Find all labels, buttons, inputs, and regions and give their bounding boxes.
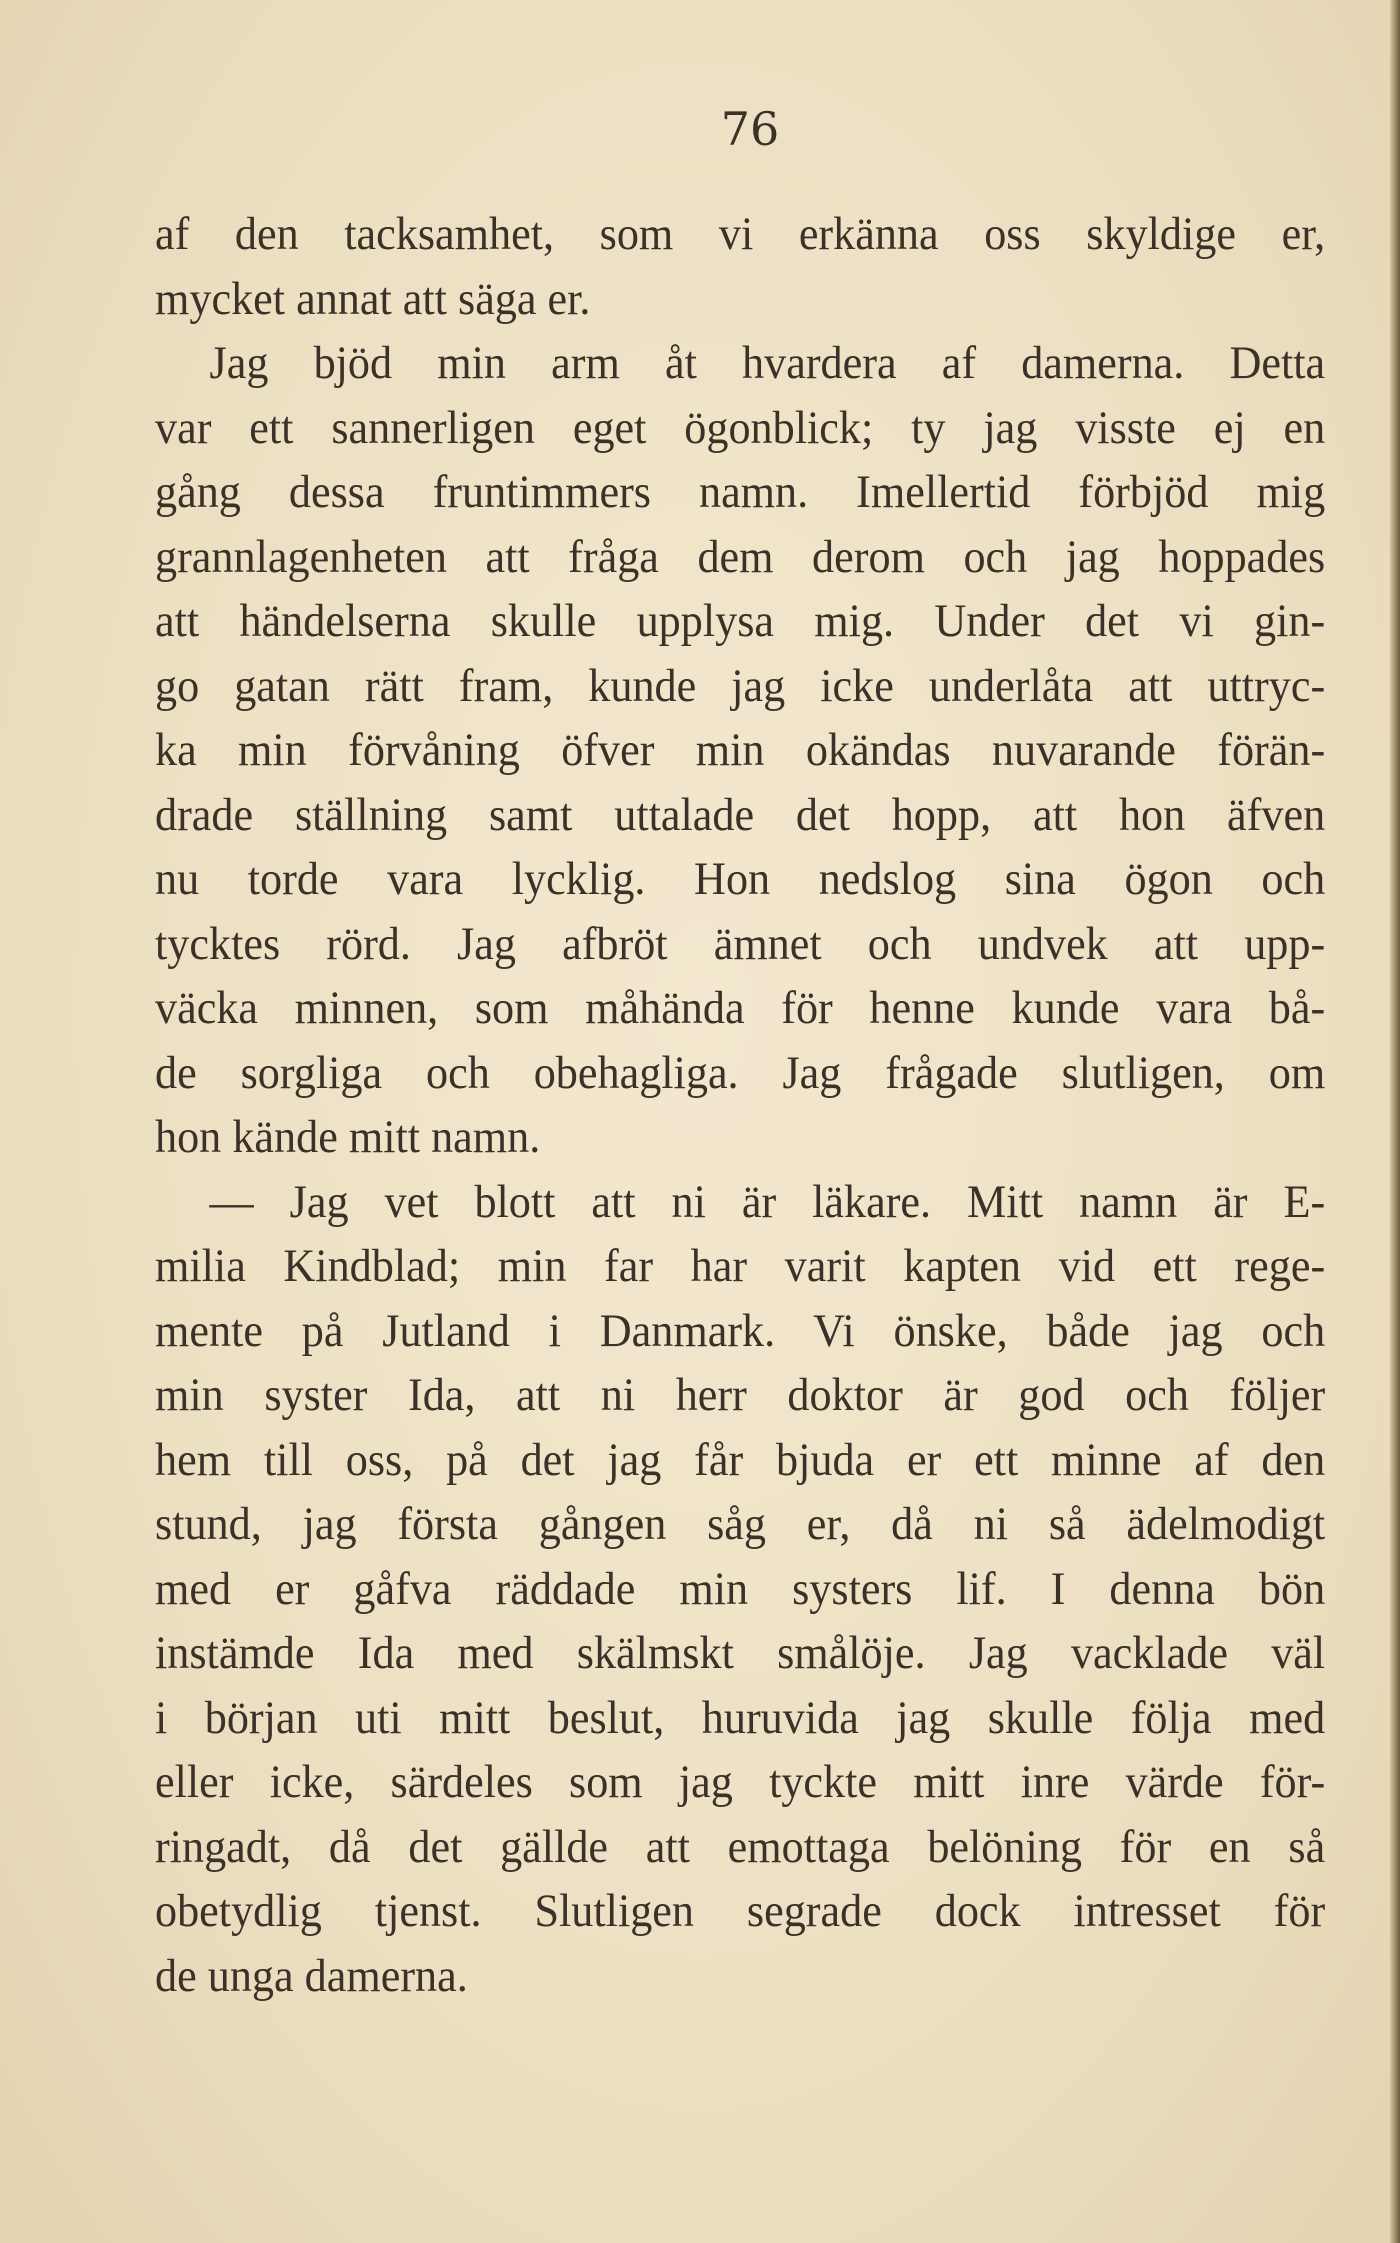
text-line: nu torde vara lycklig. Hon nedslog sina ögon och [155,853,1326,905]
text-line: att händelserna skulle upplysa mig. Under det vi gin- [155,595,1326,647]
text-line: mente på Jutland i Danmark. Vi önske, både jag och [155,1304,1326,1357]
text-line: milia Kindblad; min far har varit kapten vid ett rege- [155,1240,1326,1292]
text-line: väcka minnen, som måhända för henne kunde vara bå- [155,982,1326,1034]
text-line: ka min förvåning öfver min okändas nuvarande förän- [155,724,1326,776]
page-number: 76 [720,102,780,156]
paragraph-start-line: Jag bjöd min arm åt hvardera af damerna. Detta [209,337,1326,389]
text-line: de unga damerna. [155,1949,468,2002]
dialogue-start-line: — Jag vet blott att ni är läkare. Mitt namn är E- [209,1175,1326,1228]
text-line: instämde Ida med skälmskt smålöje. Jag vacklade väl [155,1627,1326,1679]
text-line: i början uti mitt beslut, huruvida jag skulle följa med [155,1691,1326,1744]
text-line: gång dessa fruntimmers namn. Imellertid förbjöd mig [155,466,1326,518]
text-line: go gatan rätt fram, kunde jag icke underlåta att uttryc- [155,659,1326,712]
text-line: obetydlig tjenst. Slutligen segrade dock intresset för [155,1885,1326,1937]
text-line: hon kände mitt namn. [155,1111,541,1163]
text-line: hem till oss, på det jag får bjuda er ett minne af den [155,1433,1326,1486]
text-line: ringadt, då det gällde att emottaga belöning för en så [155,1820,1326,1873]
text-line: af den tacksamhet, som vi erkänna oss skyldige er, [155,208,1326,260]
text-line: stund, jag första gången såg er, då ni så ädelmodigt [155,1498,1326,1550]
text-line: de sorgliga och obehagliga. Jag frågade slutligen, om [155,1046,1326,1099]
text-line: drade ställning samt uttalade det hopp, att hon äfven [155,788,1326,841]
text-line: grannlagenheten att fråga dem derom och jag hoppades [155,530,1326,583]
text-line: min syster Ida, att ni herr doktor är god och följer [155,1369,1326,1421]
text-line: med er gåfva räddade min systers lif. I denna bön [155,1562,1326,1615]
text-line: tycktes rörd. Jag afbröt ämnet och undvek att upp- [155,917,1326,970]
text-line: var ett sannerligen eget ögonblick; ty jag visste ej en [155,401,1326,454]
body-text [155,202,1325,2008]
text-line: mycket annat att säga er. [155,272,591,325]
text-line: eller icke, särdeles som jag tyckte mitt inre värde för- [155,1756,1326,1808]
page-edge-shadow [1390,0,1400,2243]
